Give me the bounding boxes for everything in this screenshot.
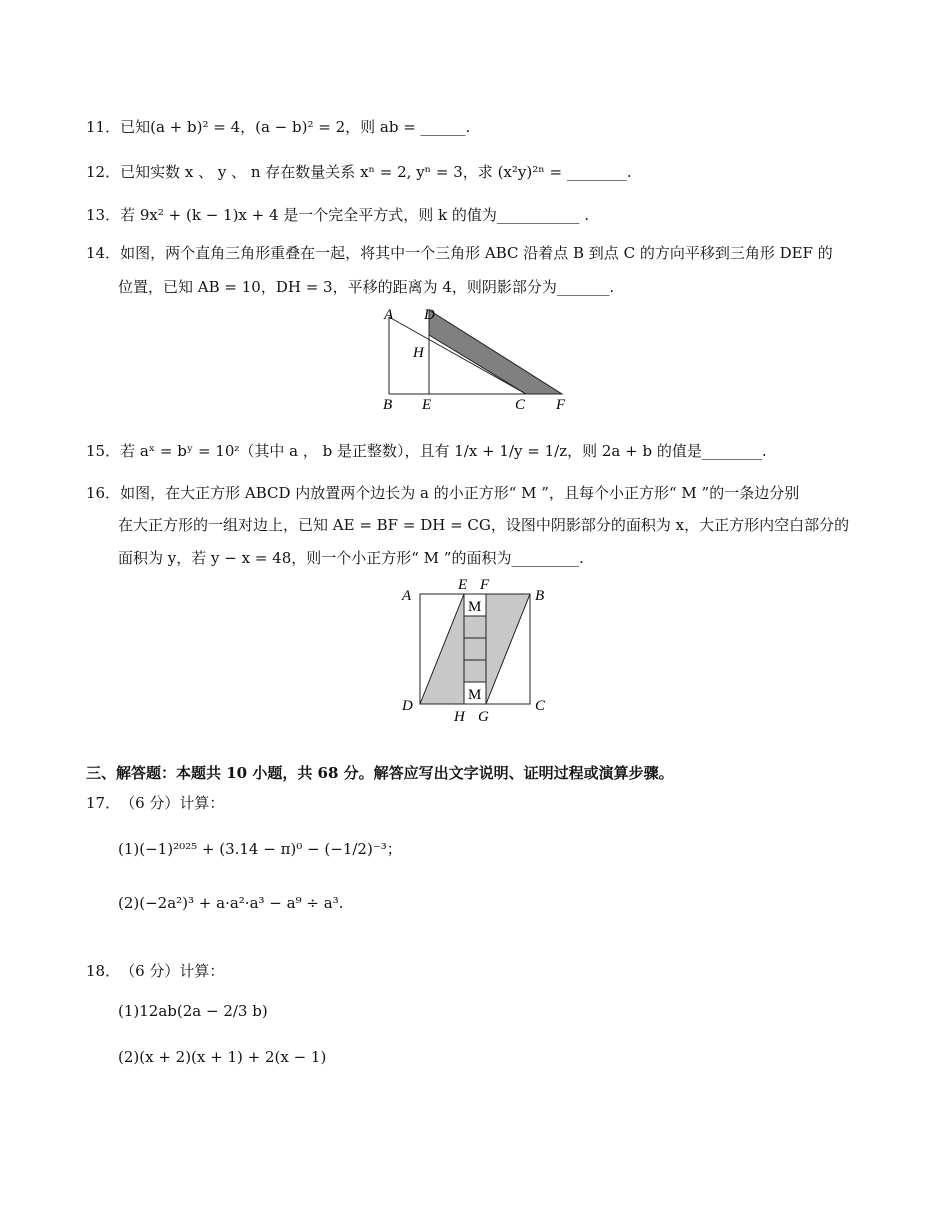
- question-11: [86, 116, 470, 138]
- label-E: E: [422, 397, 432, 413]
- figure-translated-triangles: [376, 303, 576, 415]
- question-18-part1: (1)12ab(2a − 2/3 b): [118, 1002, 268, 1020]
- question-13: [86, 204, 589, 226]
- question-17: [86, 792, 224, 814]
- question-12: [86, 161, 632, 183]
- question-number: 11．: [86, 118, 121, 136]
- question-text: （6 分）计算：: [120, 962, 225, 980]
- label-C: C: [515, 397, 526, 413]
- question-18-part2: (2)(x + 2)(x + 1) + 2(x − 1): [118, 1048, 327, 1066]
- question-16: [86, 482, 799, 504]
- label-D: D: [424, 307, 435, 323]
- label-G: G: [478, 709, 489, 724]
- question-text: 如图，两个直角三角形重叠在一起，将其中一个三角形 ABC 沿着点 B 到点 C 的方向平移到三角形 DEF 的: [120, 244, 833, 262]
- question-number: 12．: [86, 163, 121, 181]
- figure-squares: [398, 572, 558, 724]
- question-number: 15．: [86, 442, 121, 460]
- label-D: D: [402, 698, 413, 714]
- question-14-line2: 位置，已知 AB = 10，DH = 3，平移的距离为 4，则阴影部分为_______.: [118, 278, 615, 296]
- question-number: 17．: [86, 794, 121, 812]
- label-E: E: [458, 577, 468, 593]
- question-number: 16．: [86, 484, 121, 502]
- label-F: F: [480, 577, 490, 593]
- question-14: [86, 242, 833, 264]
- question-17-part1: (1)(−1)²⁰²⁵ + (3.14 − π)⁰ − (−1/2)⁻³；: [118, 840, 402, 858]
- question-text: 若 9x² + (k − 1)x + 4 是一个完全平方式，则 k 的值为___________ .: [120, 206, 589, 224]
- label-H: H: [454, 709, 465, 724]
- section-heading: 三、解答题：本题共 10 小题，共 68 分。解答应写出文字说明、证明过程或演算步骤。: [86, 764, 674, 782]
- question-text: 已知(a + b)² = 4，(a − b)² = 2，则 ab = ______.: [120, 118, 471, 136]
- question-17-part2: (2)(−2a²)³ + a·a²·a³ − a⁹ ÷ a³.: [118, 894, 344, 912]
- label-A: A: [402, 588, 412, 604]
- label-M-bottom: M: [468, 687, 482, 703]
- label-B: B: [383, 397, 393, 413]
- question-text: 若 aˣ = bʸ = 10ᶻ（其中 a ， b 是正整数），且有 1/x + 1/y = 1/z，则 2a + b 的值是________.: [120, 442, 767, 460]
- question-18: [86, 960, 224, 982]
- question-15: [86, 440, 767, 462]
- question-16-line2: 在大正方形的一组对边上，已知 AE = BF = DH = CG，设图中阴影部分的面积为 x，大正方形内空白部分的: [118, 516, 850, 534]
- label-C: C: [535, 698, 546, 714]
- question-number: 14．: [86, 244, 121, 262]
- question-text: 已知实数 x 、 y 、 n 存在数量关系 xⁿ = 2, yⁿ = 3，求 (x²y)²ⁿ = ________.: [120, 163, 632, 181]
- label-H: H: [413, 345, 424, 361]
- question-text: 如图，在大正方形 ABCD 内放置两个边长为 a 的小正方形“ M ”，且每个小正方形“ M ”的一条边分别: [120, 484, 800, 502]
- label-A: A: [384, 307, 394, 323]
- label-B: B: [535, 588, 545, 604]
- question-number: 13．: [86, 206, 121, 224]
- question-text: （6 分）计算：: [120, 794, 225, 812]
- question-number: 18．: [86, 962, 121, 980]
- shaded-region: [429, 310, 562, 394]
- label-F: F: [556, 397, 566, 413]
- label-M-top: M: [468, 599, 482, 615]
- question-16-line3: 面积为 y，若 y − x = 48，则一个小正方形“ M ”的面积为_________.: [118, 549, 584, 567]
